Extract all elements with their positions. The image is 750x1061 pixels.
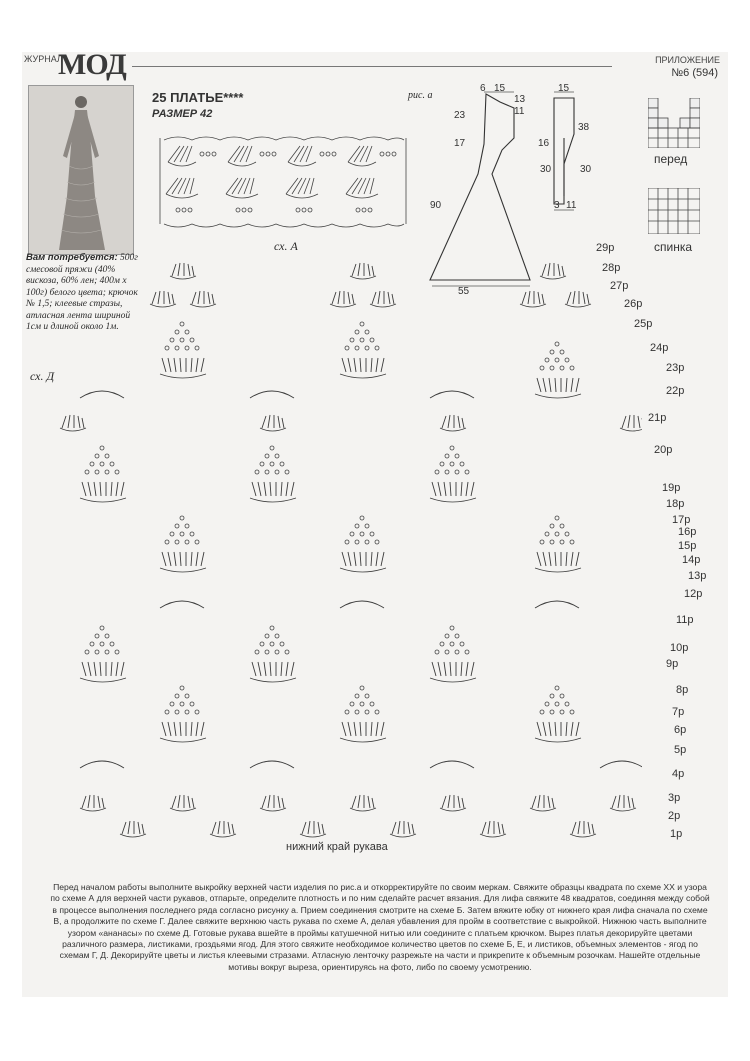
scheme-d-diagram xyxy=(32,248,642,840)
row-14: 14р xyxy=(682,554,701,566)
dim-15: 15 xyxy=(494,83,506,94)
row-2: 2р xyxy=(668,810,681,822)
dim-sleeve-15: 15 xyxy=(558,83,570,94)
grid-back-icon xyxy=(648,188,700,234)
row-19: 19р xyxy=(662,482,681,494)
dim-90: 90 xyxy=(430,200,442,211)
dim-16: 16 xyxy=(538,138,550,149)
pattern-title: 25 ПЛАТЬЕ**** xyxy=(152,90,244,105)
row-8: 8р xyxy=(676,684,689,696)
bottom-edge-label: нижний край рукава xyxy=(286,841,388,853)
row-23: 23р xyxy=(666,362,685,374)
row-21: 21р xyxy=(648,412,667,424)
row-20: 20р xyxy=(654,444,673,456)
figure-a-label: рис. а xyxy=(408,90,433,101)
dim-30-right: 30 xyxy=(580,164,592,175)
row-18: 18р xyxy=(666,498,685,510)
crochet-motif-icon xyxy=(158,132,408,232)
dim-3: 3 xyxy=(554,200,560,211)
dim-38: 38 xyxy=(578,122,590,133)
row-29: 29р xyxy=(596,242,615,254)
instructions-text: Перед началом работы выполните выкройку верхней части изделия по рис.а и откорректируйте по своим меркам. Свяжите образцы квадрата по схеме ХХ и узора по схеме А для верхней части рукавов, отпарьте, определите плотность и по ним сделайте расчет вязания. Для лифа свяжите 48 квадратов, соединяя между собой в процессе выполнения последнего ряда согласно рисунку а. Прием соединения смотрите на схеме Б. Затем вяжите юбку от нижнего края лифа сначала по схеме В, а продолжите по схеме Г. Далее свяжите верхнюю часть рукава по схеме А, делая убавления для пройм в соответствие с выкройкой. Нижнюю часть выполните узором «ананасы» по схеме Д. Готовые рукава вшейте в проймы катушечной нитью или соедините с платьем крючком. Вырез платья декорируйте цветами различного размера, листиками, гроздьями ягод. Для этого свяжите необходимое количество цветов по схеме Б, Е, и листиков, объемных элементов - ягод по схемам Г, Д. Декорируйте цветы и листья клеевыми стразами. Атласную ленточку разрежьте на части и прикрепите к объемным розочкам. Нашейте отдельные мотивы вокруг выреза, ориентируясь на фото, либо по своему усмотрению. xyxy=(50,882,710,972)
header-rule xyxy=(132,66,612,67)
grid-front-icon xyxy=(648,98,700,148)
row-13: 13р xyxy=(688,570,707,582)
scheme-a-label: сх. А xyxy=(274,239,298,253)
row-4: 4р xyxy=(672,768,685,780)
row-26: 26р xyxy=(624,298,643,310)
scheme-d-label: сх. Д xyxy=(30,369,55,383)
row-15: 15р xyxy=(678,540,697,552)
row-25: 25р xyxy=(634,318,653,330)
row-5: 5р xyxy=(674,744,687,756)
materials-heading: Вам потребуется: xyxy=(26,252,118,263)
back-grid xyxy=(648,188,700,234)
row-1: 1р xyxy=(670,828,683,840)
row-27: 27р xyxy=(610,280,629,292)
supplement-label: ПРИЛОЖЕНИЕ xyxy=(655,55,720,65)
dress-photo xyxy=(28,85,134,255)
row-3: 3р xyxy=(668,792,681,804)
pineapple-chart-icon xyxy=(32,248,642,840)
magazine-page xyxy=(22,52,728,997)
dim-55: 55 xyxy=(458,286,470,297)
row-24: 24р xyxy=(650,342,669,354)
legend-front: перед xyxy=(654,152,688,166)
materials-body: 500г смесовой пряжи (40% вискоза, 60% лен; 400м х 100г) белого цвета; крючок № 1,5; клеевые стразы, атласная лента шириной 1см и длиной около 1м. xyxy=(26,253,138,332)
row-7: 7р xyxy=(672,706,685,718)
dim-13: 13 xyxy=(514,94,526,105)
dim-23: 23 xyxy=(454,110,466,121)
pattern-size: РАЗМЕР 42 xyxy=(152,108,213,120)
journal-label: ЖУРНАЛ xyxy=(24,54,63,64)
row-9: 9р xyxy=(666,658,679,670)
front-grid xyxy=(648,98,700,148)
row-28: 28р xyxy=(602,262,621,274)
dim-17: 17 xyxy=(454,138,466,149)
dim-sleeve-11: 11 xyxy=(566,200,577,211)
row-17: 17р xyxy=(672,514,691,526)
row-16: 16р xyxy=(678,526,697,538)
dim-11: 11 xyxy=(514,106,525,117)
legend-back: спинка xyxy=(654,240,693,254)
row-6: 6р xyxy=(674,724,687,736)
row-11: 11р xyxy=(676,614,694,626)
row-12: 12р xyxy=(684,588,703,600)
row-10: 10р xyxy=(670,642,689,654)
model-silhouette-icon xyxy=(29,86,133,254)
magazine-logo: МОД xyxy=(58,52,126,81)
dim-6: 6 xyxy=(480,83,486,94)
dim-30-left: 30 xyxy=(540,164,552,175)
row-22: 22р xyxy=(666,385,685,397)
scheme-a-diagram xyxy=(158,132,408,232)
issue-number: №6 (594) xyxy=(671,67,718,79)
